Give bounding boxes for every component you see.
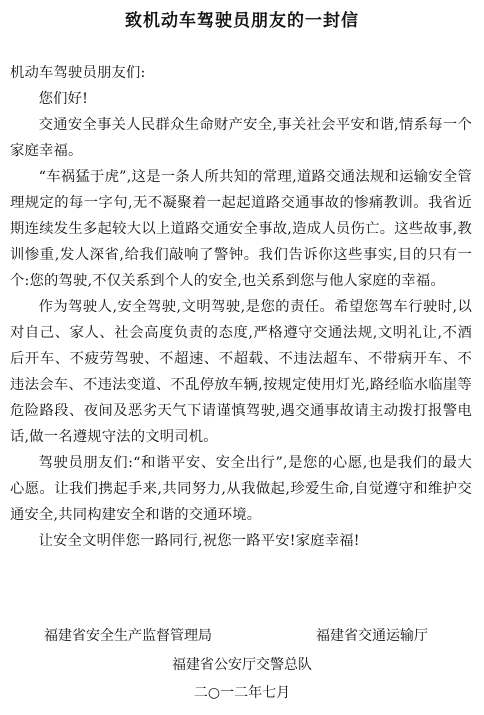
paragraph-3: 作为驾驶人,安全驾驶,文明驾驶,是您的责任。希望您驾车行驶时,以对自己、家人、社会高度负责的态度,严格遵守交通法规,文明礼让,不酒后开车、不疲劳驾驶、不超速、不超载、不违法超车、不带病开车、不违法会车、不违法变道、不乱停放车辆,按规定使用灯光,路经临水临崖等危险路段、夜间及恶劣天气下请谨慎驾驶,遇交通事故请主动拨打报警电话,做一名遵规守法的文明司机。 <box>10 299 472 445</box>
letter-date: 二○一二年七月 <box>193 685 291 701</box>
greeting: 您们好! <box>38 91 89 107</box>
paragraph-4: 驾驶员朋友们:“和谐平安、安全出行”,是您的心愿,也是我们的最大心愿。让我们携起手来,共同努力,从我做起,珍爱生命,自觉遵守和维护交通安全,共同构建安全和谐的交通环境。 <box>10 455 472 523</box>
paragraph-2: “车祸猛于虎”,这是一条人所共知的常理,道路交通法规和运输安全管理规定的每一字句,无不凝聚着一起起道路交通事故的惨痛教训。我省近期连续发生多起较大以上道路交通安全事故,造成人员伤亡。这些故事,教训惨重,发人深省,给我们敲响了警钟。我们告诉你这些事实,目的只有一个:您的驾驶,不仅关系到个人的安全,也关系到您与他人家庭的幸福。 <box>10 169 472 289</box>
signature-safety-bureau: 福建省安全生产监督管理局 <box>44 628 212 644</box>
signature-traffic-police: 福建省公安厅交警总队 <box>172 657 312 673</box>
salutation: 机动车驾驶员朋友们: <box>10 65 146 81</box>
letter-body <box>10 60 472 554</box>
signature-transport-dept: 福建省交通运输厅 <box>316 628 428 644</box>
letter-title: 致机动车驾驶员朋友的一封信 <box>125 11 359 31</box>
closing-wish: 让安全文明伴您一路同行,祝您一路平安!家庭幸福! <box>38 533 360 549</box>
paragraph-1: 交通安全事关人民群众生命财产安全,事关社会平安和谐,情系每一个家庭幸福。 <box>10 117 472 159</box>
